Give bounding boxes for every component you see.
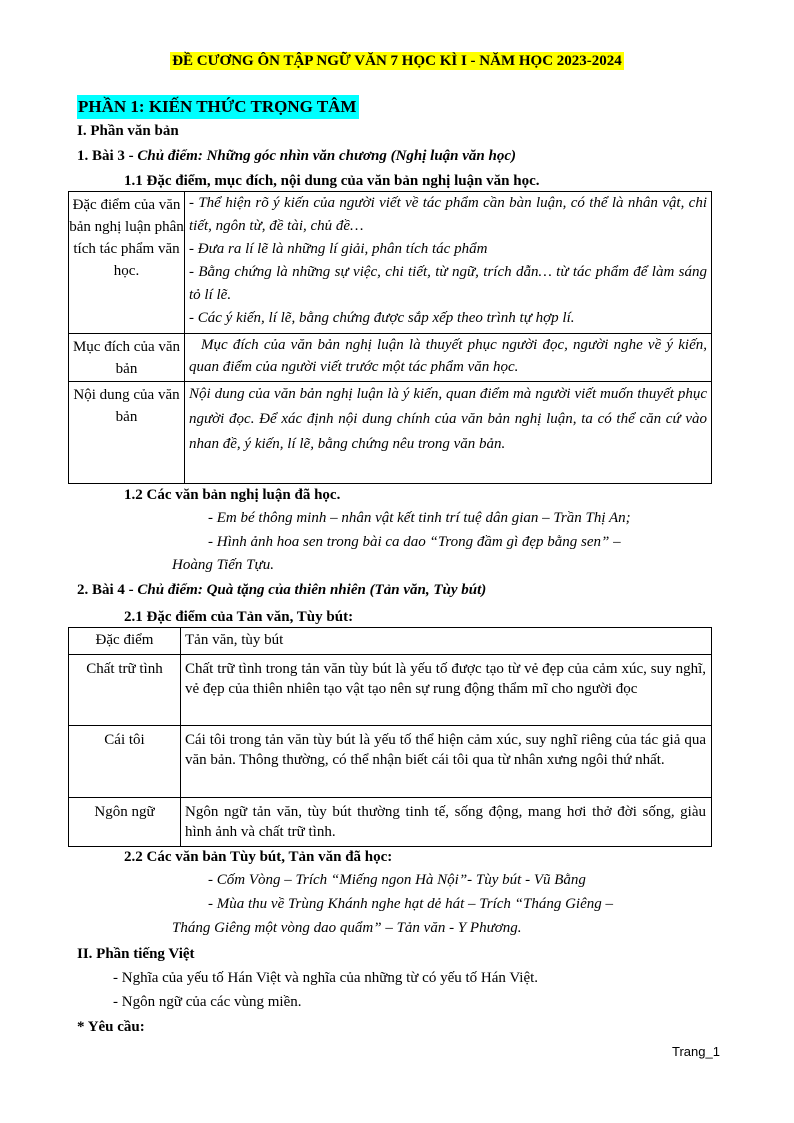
- page-number: Trang_1: [672, 1044, 720, 1059]
- lesson3-sub1: 1.1 Đặc điểm, mục đích, nội dung của văn bản nghị luận văn học.: [124, 173, 540, 189]
- row-label: Mục đích của văn bản: [69, 334, 185, 382]
- row-label: Nội dung của văn bản: [69, 382, 185, 484]
- table-row: [69, 655, 712, 726]
- requirement-heading: * Yêu cầu:: [77, 1019, 145, 1035]
- lesson4-heading: 2. Bài 4 - Chủ điểm: Quà tặng của thiên nhiên (Tản văn, Tùy bút): [77, 582, 487, 598]
- row-content: Mục đích của văn bản nghị luận là thuyết phục người đọc, người nghe về ý kiến, quan điểm của người viết trước một tác phẩm văn học.: [185, 334, 712, 382]
- row-label: Ngôn ngữ: [69, 798, 181, 847]
- table-row: [69, 192, 712, 334]
- section2-item: - Ngôn ngữ của các vùng miền.: [113, 994, 302, 1010]
- lesson3-sub2: 1.2 Các văn bản nghị luận đã học.: [124, 487, 341, 503]
- table-row: [69, 382, 712, 484]
- essay-features-table: [68, 627, 712, 847]
- table-row: [69, 798, 712, 847]
- content-line: - Các ý kiến, lí lẽ, bằng chứng được sắp xếp theo trình tự hợp lí.: [189, 310, 575, 326]
- section1-heading: I. Phần văn bản: [77, 123, 179, 139]
- lesson3-text-item-cont: Hoàng Tiến Tựu.: [172, 557, 274, 573]
- section2-heading: II. Phần tiếng Việt: [77, 946, 195, 962]
- row-content: Cái tôi trong tản văn tùy bút là yếu tố thể hiện cảm xúc, suy nghĩ riêng của tác giả qua văn bản. Thông thường, có thể nhận biết cái tôi qua từ nhân xưng ngôi thứ nhất.: [181, 726, 712, 798]
- content-line: - Đưa ra lí lẽ là những lí giải, phân tích tác phẩm: [189, 241, 488, 257]
- content-line: - Bằng chứng là những sự việc, chi tiết, từ ngữ, trích dẫn… từ tác phẩm để làm sáng tỏ lí lẽ.: [189, 264, 707, 303]
- argument-text-table: [68, 191, 712, 484]
- lesson3-heading: 1. Bài 3 - Chủ điểm: Những góc nhìn văn chương (Nghị luận văn học): [77, 148, 517, 164]
- row-content: Ngôn ngữ tản văn, tùy bút thường tinh tế, sống động, mang hơi thở đời sống, giàu hình ảnh và chất trữ tình.: [181, 798, 712, 847]
- table-row: [69, 726, 712, 798]
- lesson4-text-item: - Mùa thu về Trùng Khánh nghe hạt dẻ hát – Trích “Tháng Giêng –: [208, 896, 613, 912]
- lesson4-text-item-cont: Tháng Giêng một vòng dao quẩm” – Tản văn - Y Phương.: [172, 920, 522, 936]
- row-label: Đặc điểm của văn bản nghị luận phân tích tác phẩm văn học.: [69, 192, 185, 334]
- row-content: Tản văn, tùy bút: [181, 628, 712, 655]
- lesson3-text-item: - Em bé thông minh – nhân vật kết tinh trí tuệ dân gian – Trần Thị An;: [208, 510, 631, 526]
- row-content: Nội dung của văn bản nghị luận là ý kiến, quan điểm mà người viết muốn thuyết phục người đọc. Để xác định nội dung chính của văn bản nghị luận, ta có thể căn cứ vào nhan đề, ý kiến, lí lẽ, bằng chứng nêu trong văn bản.: [185, 382, 712, 484]
- row-content: Chất trữ tình trong tản văn tùy bút là yếu tố được tạo từ vẻ đẹp của cảm xúc, suy nghĩ, vẻ đẹp của thiên nhiên tạo vật tạo nên sự rung động thẩm mĩ cho người đọc: [181, 655, 712, 726]
- table-row: [69, 334, 712, 382]
- row-content: [185, 192, 712, 334]
- row-label: Đặc điểm: [69, 628, 181, 655]
- part1-heading: PHẦN 1: KIẾN THỨC TRỌNG TÂM: [77, 97, 359, 117]
- lesson4-sub1: 2.1 Đặc điểm của Tản văn, Tùy bút:: [124, 609, 354, 625]
- content-line: - Thể hiện rõ ý kiến của người viết về tác phẩm cần bàn luận, có thể là nhân vật, chi tiết, ngôn từ, đề tài, chủ đề…: [189, 195, 707, 234]
- lesson4-text-item: - Cốm Vòng – Trích “Miếng ngon Hà Nội”- Tùy bút - Vũ Bằng: [208, 872, 586, 888]
- row-label: Chất trữ tình: [69, 655, 181, 726]
- table-row: [69, 628, 712, 655]
- lesson4-sub2: 2.2 Các văn bản Tùy bút, Tản văn đã học:: [124, 849, 393, 865]
- section2-item: - Nghĩa của yếu tố Hán Việt và nghĩa của những từ có yếu tố Hán Việt.: [113, 970, 539, 986]
- lesson3-text-item: - Hình ảnh hoa sen trong bài ca dao “Trong đầm gì đẹp bằng sen” –: [208, 534, 621, 550]
- row-label: Cái tôi: [69, 726, 181, 798]
- document-title: ĐỀ CƯƠNG ÔN TẬP NGỮ VĂN 7 HỌC KÌ I - NĂM HỌC 2023-2024: [172, 53, 622, 69]
